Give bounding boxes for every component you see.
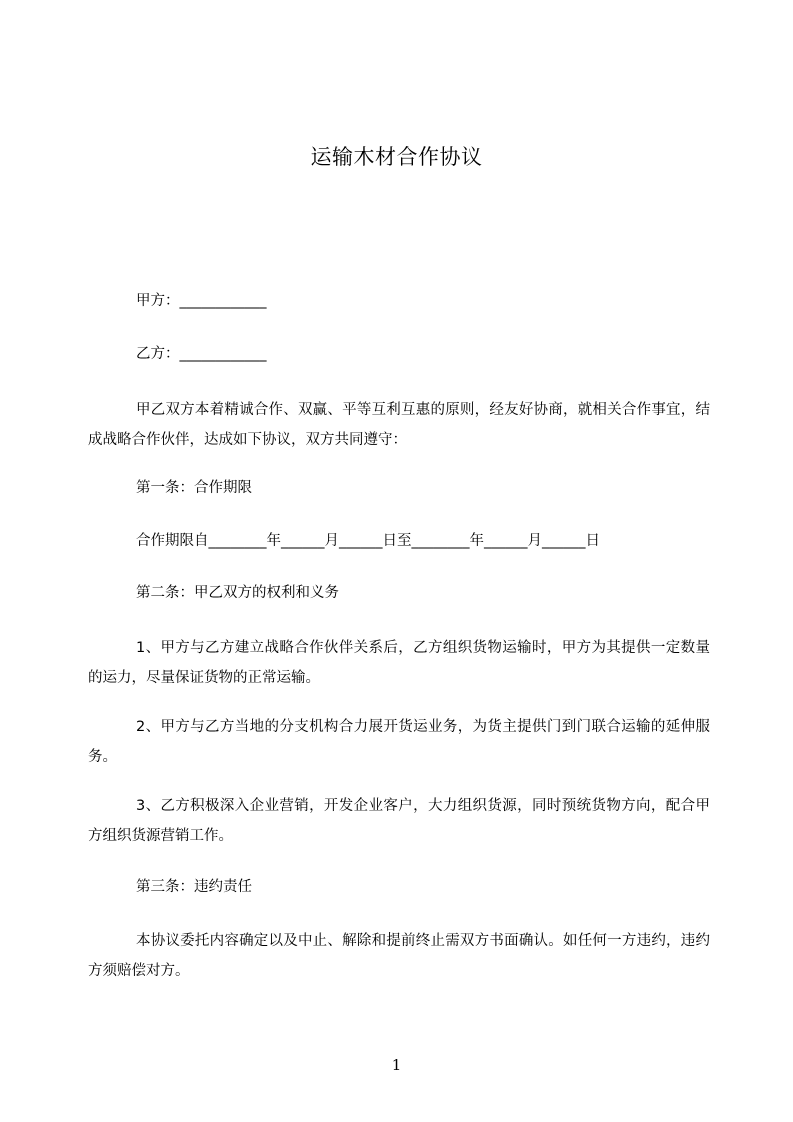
article1-heading: 第一条：合作期限 bbox=[136, 480, 252, 496]
article2-heading: 第二条：甲乙双方的权利和义务 bbox=[136, 585, 339, 601]
document-title: 运输木材合作协议 bbox=[310, 145, 483, 169]
article2-item-3: 3、乙方积极深入企业营销，开发企业客户，大力组织货源，同时预统货物方向，配合甲方组织货源营销工作。 bbox=[88, 798, 710, 844]
article3-heading: 第三条：违约责任 bbox=[136, 879, 252, 895]
page-number: 1 bbox=[391, 1056, 402, 1074]
article2-item-2: 2、甲方与乙方当地的分支机构合力展开货运业务，为货主提供门到门联合运输的延伸服务。 bbox=[88, 719, 710, 765]
party-b-line: 乙方：____________ bbox=[136, 346, 267, 362]
intro-paragraph: 甲乙双方本着精诚合作、双赢、平等互利互惠的原则，经友好协商，就相关合作事宜，结成战略合作伙伴，达成如下协议，双方共同遵守： bbox=[88, 402, 710, 448]
article1-term-line: 合作期限自________年______月______日至________年______月______日 bbox=[136, 533, 600, 549]
article3-paragraph: 本协议委托内容确定以及中止、解除和提前终止需双方书面确认。如任何一方违约，违约方须赔偿对方。 bbox=[88, 933, 710, 979]
article2-item-1: 1、甲方与乙方建立战略合作伙伴关系后，乙方组织货物运输时，甲方为其提供一定数量的运力，尽量保证货物的正常运输。 bbox=[88, 640, 710, 686]
party-a-line: 甲方：____________ bbox=[136, 293, 267, 309]
